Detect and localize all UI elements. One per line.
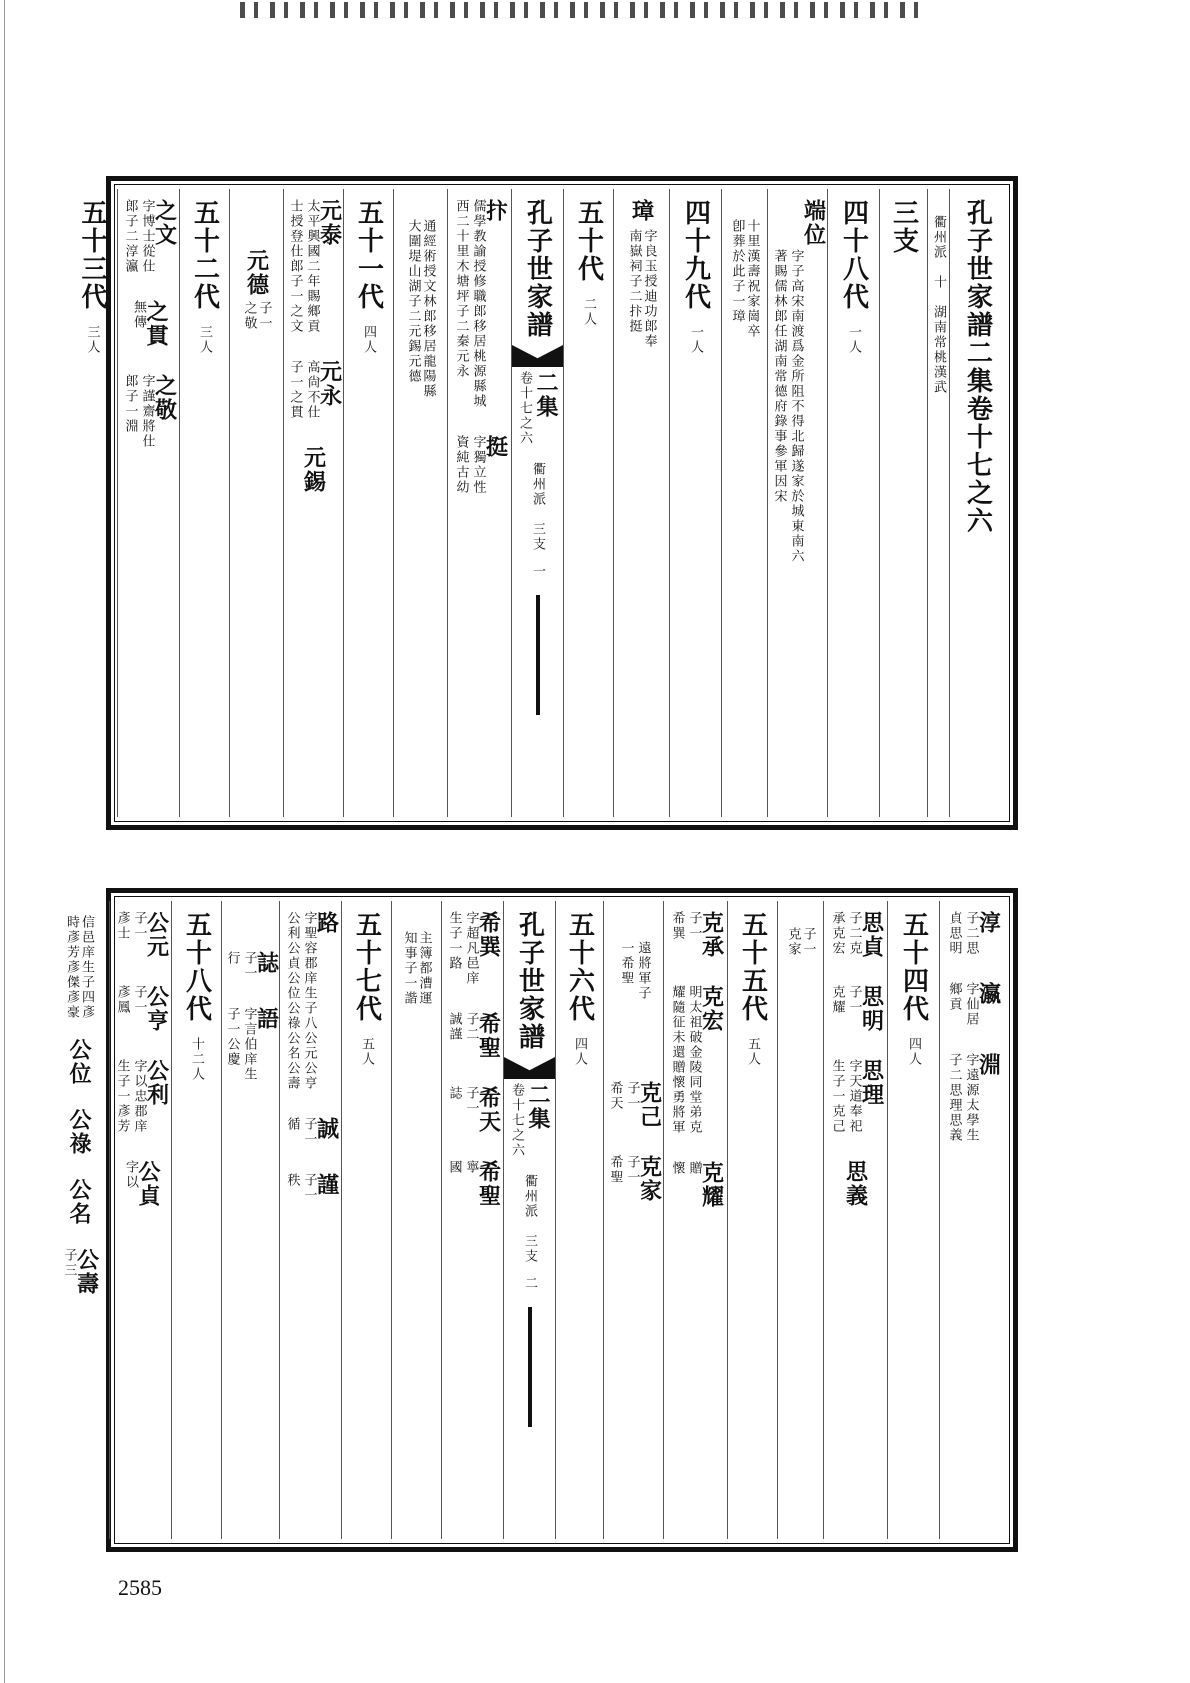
person-note: 明太祖破金陵同堂弟克 <box>686 985 702 1135</box>
column-gen57 <box>341 901 391 1539</box>
person-note: 子一 <box>686 911 702 941</box>
generation-count: 三人 <box>84 325 100 355</box>
person-entry <box>946 1053 1000 1143</box>
generation-label: 四十九代 <box>680 199 711 311</box>
person-name: 元泰 <box>316 199 343 247</box>
person-name: 思貞 <box>858 911 885 959</box>
person-name: 公位 <box>66 1038 92 1086</box>
genealogy-page-upper <box>77 176 1018 830</box>
person-entry <box>446 1160 500 1208</box>
person-name: 路 <box>313 911 340 935</box>
chapter-label: 卷十七之六 <box>517 371 532 446</box>
column-duanwei-tail <box>721 189 767 817</box>
person-note: 生子一克己 <box>829 1059 845 1134</box>
person-name: 之貫 <box>143 300 169 348</box>
person-entry <box>114 985 168 1033</box>
person-entry <box>669 1161 723 1209</box>
person-note: 公利公貞公位公祿公名公壽 <box>284 911 300 1091</box>
column-gen53 <box>67 189 117 817</box>
person-name: 公祿 <box>66 1108 92 1156</box>
generation-count: 四人 <box>906 1037 921 1067</box>
person-note-group <box>618 941 650 1001</box>
volume-label: 二集 <box>533 371 559 419</box>
person-note: 大圍堤山湖子二元錫元德 <box>405 219 421 384</box>
person-name: 公元 <box>143 911 170 959</box>
person-name: 元德 <box>243 249 270 297</box>
person-note: 子二思 <box>963 911 979 956</box>
spine-bar <box>536 595 540 715</box>
person-name: 抃 <box>482 199 509 223</box>
person-note: 生子一路 <box>446 911 462 971</box>
book-spine-label <box>504 911 555 1427</box>
person-note: 資純古幼 <box>453 435 469 495</box>
person-note: 之敬 <box>241 301 257 331</box>
column-ting-tail <box>393 189 447 817</box>
column-gongyuan <box>109 901 171 1539</box>
column-bian-ting <box>447 189 511 817</box>
column-xixun <box>441 901 503 1539</box>
column-gen52 <box>179 189 229 817</box>
person-note: 子二思理思義 <box>946 1053 962 1143</box>
person-name: 元錫 <box>300 446 327 494</box>
column-gongwei <box>49 901 109 1539</box>
person-note: 著賜儒林郎任湖南常德府錄事參軍因宋 <box>771 249 787 504</box>
generation-label: 五十六代 <box>564 911 595 1023</box>
person-note: 誠謹 <box>446 1012 462 1042</box>
person-note: 高尙不仕 <box>304 360 320 420</box>
generation-label: 五十五代 <box>737 911 768 1023</box>
column-spine-upper <box>511 189 563 817</box>
person-note: 知事子一諧 <box>401 931 417 1006</box>
generation-label: 五十二代 <box>189 199 220 311</box>
person-entry <box>122 199 176 274</box>
column-header-sub <box>927 189 949 817</box>
column-gen56 <box>555 901 603 1539</box>
person-note: 子一 <box>624 1081 640 1111</box>
person-note: 希天 <box>607 1081 623 1111</box>
person-note: 字以 <box>123 1160 138 1190</box>
column-gen55 <box>727 901 777 1539</box>
person-note: 生子一彥芳 <box>114 1059 130 1134</box>
book-title: 孔子世家譜 <box>514 911 545 1051</box>
branch-line: 衢州派 三支 <box>530 462 545 552</box>
person-note: 字聖容郡庠生子八公元公亨 <box>301 911 317 1091</box>
person-note: 士授登仕郎子一之文 <box>287 199 303 334</box>
generation-label: 五十代 <box>573 199 604 283</box>
column-sizhen <box>823 901 887 1539</box>
chevron-mark <box>504 1057 555 1079</box>
person-name: 瀛 <box>975 982 1002 1006</box>
person-note: 郎子二淳瀛 <box>122 199 138 274</box>
person-entry <box>829 911 883 959</box>
column-xisheng-tail <box>391 901 441 1539</box>
person-entry <box>669 985 723 1135</box>
person-name: 克耀 <box>698 1161 725 1209</box>
person-note: 太平興國二年賜鄉貢 <box>304 199 320 334</box>
person-entry <box>130 300 167 348</box>
person-name: 希巽 <box>475 911 502 959</box>
person-note: 懷 <box>669 1161 685 1176</box>
person-note: 希巽 <box>669 911 685 941</box>
column-gen49 <box>669 189 721 817</box>
person-note: 耀隨征未還贈懷勇將軍 <box>669 985 685 1135</box>
column-zhiwen <box>117 189 179 817</box>
person-entry <box>122 374 176 449</box>
person-entry <box>669 911 723 959</box>
person-note: 字言伯庠生 <box>241 1007 257 1082</box>
column-keji <box>603 901 663 1539</box>
person-note: 信邑庠生子四彥 <box>79 915 94 1020</box>
person-note: 字仙居 <box>963 982 979 1027</box>
person-note: 字獨立性 <box>470 435 486 495</box>
person-note: 子一 <box>301 1117 317 1147</box>
column-zhang <box>613 189 669 817</box>
generation-label: 四十八代 <box>838 199 869 311</box>
person-name: 公利 <box>143 1059 170 1107</box>
person-name: 公貞 <box>135 1160 161 1208</box>
person-entry <box>287 360 341 420</box>
person-note: 郎子一淵 <box>122 374 138 434</box>
person-name: 克承 <box>698 911 725 959</box>
generation-label: 五十一代 <box>353 199 384 311</box>
person-name: 端位 <box>800 199 827 247</box>
person-entry <box>287 199 341 334</box>
person-note: 彥士 <box>114 911 130 941</box>
column-header <box>949 189 1005 817</box>
person-note: 秩 <box>284 1173 300 1188</box>
column-kecheng <box>663 901 727 1539</box>
person-name: 克家 <box>636 1155 663 1203</box>
book-spine-label <box>512 199 563 715</box>
person-note: 卽葬於此子一璋 <box>729 219 745 324</box>
chevron-mark <box>512 345 563 367</box>
person-entry <box>771 199 825 564</box>
generation-count: 三人 <box>197 325 212 355</box>
person-name: 克己 <box>636 1081 663 1129</box>
column-gen58 <box>171 901 221 1539</box>
person-note: 行 <box>224 951 240 966</box>
person-entry <box>607 1155 661 1203</box>
person-note: 無傳 <box>131 300 146 330</box>
leaf-number: 一 <box>530 564 545 579</box>
person-entry <box>224 951 278 981</box>
scan-edge-line <box>4 0 5 1683</box>
person-note: 主簿都漕運 <box>416 931 432 1006</box>
person-entry <box>284 1173 338 1203</box>
person-entry <box>446 911 500 986</box>
person-name: 淳 <box>975 911 1002 935</box>
person-note: 字博士從仕 <box>139 199 155 274</box>
person-entry <box>829 985 883 1033</box>
person-note: 子一公慶 <box>224 1007 240 1067</box>
person-name: 璋 <box>628 199 655 223</box>
person-name: 希天 <box>475 1086 502 1134</box>
person-name: 謹 <box>313 1173 340 1197</box>
person-name: 誠 <box>313 1117 340 1141</box>
person-note: 子一 <box>131 985 147 1015</box>
spine-bar <box>528 1307 532 1427</box>
person-name: 元永 <box>316 360 343 408</box>
generation-label: 五十七代 <box>351 911 382 1023</box>
genealogy-page-lower <box>61 888 1018 1552</box>
generation-count: 五人 <box>359 1037 374 1067</box>
person-entry <box>114 911 168 959</box>
person-note: 字謹齋將仕 <box>139 374 155 449</box>
person-note: 子一 <box>463 1086 479 1116</box>
person-note: 遠將軍子 <box>635 941 651 1001</box>
person-note: 國 <box>446 1160 462 1175</box>
column-gen51 <box>343 189 393 817</box>
person-note: 時彥芳彥傑彥豪 <box>64 915 79 1020</box>
person-name: 希聖 <box>475 1160 502 1208</box>
person-note: 子一 <box>624 1155 640 1185</box>
person-note: 通經術授文林郎移居龍陽縣 <box>420 219 436 399</box>
person-name: 思理 <box>858 1059 885 1107</box>
person-name: 公亨 <box>143 985 170 1033</box>
person-entry <box>607 1081 661 1129</box>
generation-label: 五十四代 <box>898 911 929 1023</box>
person-note: 字天道奉祀 <box>846 1059 862 1134</box>
leaf-number: 二 <box>522 1276 537 1291</box>
person-name: 語 <box>253 1007 279 1031</box>
generation-count: 四人 <box>361 325 376 355</box>
person-note: 子三 <box>61 1248 77 1278</box>
branch-title: 三支 <box>888 199 919 255</box>
generation-label: 五十三代 <box>77 199 107 311</box>
person-note: 子二克 <box>846 911 862 956</box>
person-note: 子一 <box>131 911 147 941</box>
column-chun <box>939 901 1005 1539</box>
person-note: 子一 <box>256 301 272 331</box>
person-note: 字超凡邑庠 <box>463 911 479 986</box>
header-title: 孔子世家譜二集卷十七之六 <box>962 199 993 535</box>
person-note: 貞思明 <box>946 911 962 956</box>
person-entry <box>284 911 338 1091</box>
header-subtitle: 衢州派 十 湖南常桃漢武 <box>931 215 946 395</box>
person-entry <box>122 1160 159 1208</box>
person-note: 寧 <box>463 1160 479 1175</box>
person-name: 淵 <box>975 1053 1002 1077</box>
chapter-label: 卷十七之六 <box>509 1083 524 1158</box>
person-name: 挺 <box>482 435 509 459</box>
person-note: 克耀 <box>829 985 845 1015</box>
person-name: 之敬 <box>151 374 178 422</box>
person-entry <box>946 982 1000 1027</box>
person-note: 字遠源太學生 <box>963 1053 979 1143</box>
branch-line: 衢州派 三支 <box>522 1174 537 1264</box>
person-entry <box>284 1117 338 1147</box>
person-name: 克宏 <box>698 985 725 1033</box>
person-note: 彥鳳 <box>114 985 130 1015</box>
person-name: 思義 <box>842 1160 869 1208</box>
person-name: 之文 <box>151 199 178 247</box>
person-note: 字子高宋南渡爲金所阻不得北歸遂家於城東南六 <box>788 249 804 564</box>
generation-count: 二人 <box>581 297 596 327</box>
column-yuantai <box>283 189 343 817</box>
person-entry <box>224 1007 278 1082</box>
person-name: 思明 <box>858 985 885 1033</box>
person-entry <box>453 199 507 409</box>
person-note: 子二 <box>463 1012 479 1042</box>
book-title: 孔子世家譜 <box>522 199 553 339</box>
column-branch <box>879 189 927 817</box>
person-note: 西二十里木塘坪子二秦元永 <box>453 199 469 379</box>
person-entry <box>446 1012 500 1060</box>
page-number: 2585 <box>118 1575 162 1600</box>
column-gen54 <box>887 901 939 1539</box>
column-zhi-yu <box>221 901 279 1539</box>
person-note: 子一 <box>800 927 816 957</box>
person-name: 誌 <box>253 951 279 975</box>
column-duanwei <box>767 189 827 817</box>
person-entry <box>946 911 1000 956</box>
person-note: 誌 <box>446 1086 462 1101</box>
person-note: 贈 <box>686 1161 702 1176</box>
column-yuande <box>229 189 283 817</box>
person-entry <box>61 1248 98 1296</box>
column-gen50 <box>563 189 613 817</box>
column-gen48 <box>827 189 879 817</box>
person-note: 子一之貫 <box>287 360 303 420</box>
person-entry <box>453 435 507 495</box>
person-note: 承克宏 <box>829 911 845 956</box>
person-note: 南嶽祠子二抃挺 <box>626 229 642 334</box>
generation-count: 五人 <box>745 1037 760 1067</box>
person-note: 子一 <box>301 1173 317 1203</box>
person-note: 十里漢壽祝家崗卒 <box>744 219 760 339</box>
person-note: 儒學教諭授修職郎移居桃源縣城 <box>470 199 486 409</box>
generation-count: 十二人 <box>189 1037 204 1082</box>
scan-header-artifact <box>240 2 930 18</box>
person-note: 克家 <box>785 927 801 957</box>
generation-count: 一人 <box>846 325 861 355</box>
person-note: 鄉貢 <box>946 982 962 1012</box>
person-note: 字良玉授迪功郎奉 <box>641 229 657 349</box>
person-name: 公名 <box>66 1178 92 1226</box>
generation-count: 一人 <box>688 325 703 355</box>
person-note: 一希聖 <box>618 941 634 986</box>
person-name: 公壽 <box>73 1248 100 1296</box>
person-note: 字以忠郡庠 <box>131 1059 147 1134</box>
person-name: 希聖 <box>475 1012 502 1060</box>
column-lu <box>279 901 341 1539</box>
volume-label: 二集 <box>525 1083 551 1131</box>
person-entry <box>446 1086 500 1134</box>
person-note: 希聖 <box>607 1155 623 1185</box>
person-note: 子一 <box>846 985 862 1015</box>
column-spine-lower <box>503 901 555 1539</box>
person-entry <box>114 1059 168 1134</box>
generation-count: 四人 <box>572 1037 587 1067</box>
person-note: 子一 <box>241 951 257 981</box>
person-entry <box>829 1059 883 1134</box>
column-siyi-tail <box>777 901 823 1539</box>
person-note: 循 <box>284 1117 300 1132</box>
generation-label: 五十八代 <box>181 911 212 1023</box>
